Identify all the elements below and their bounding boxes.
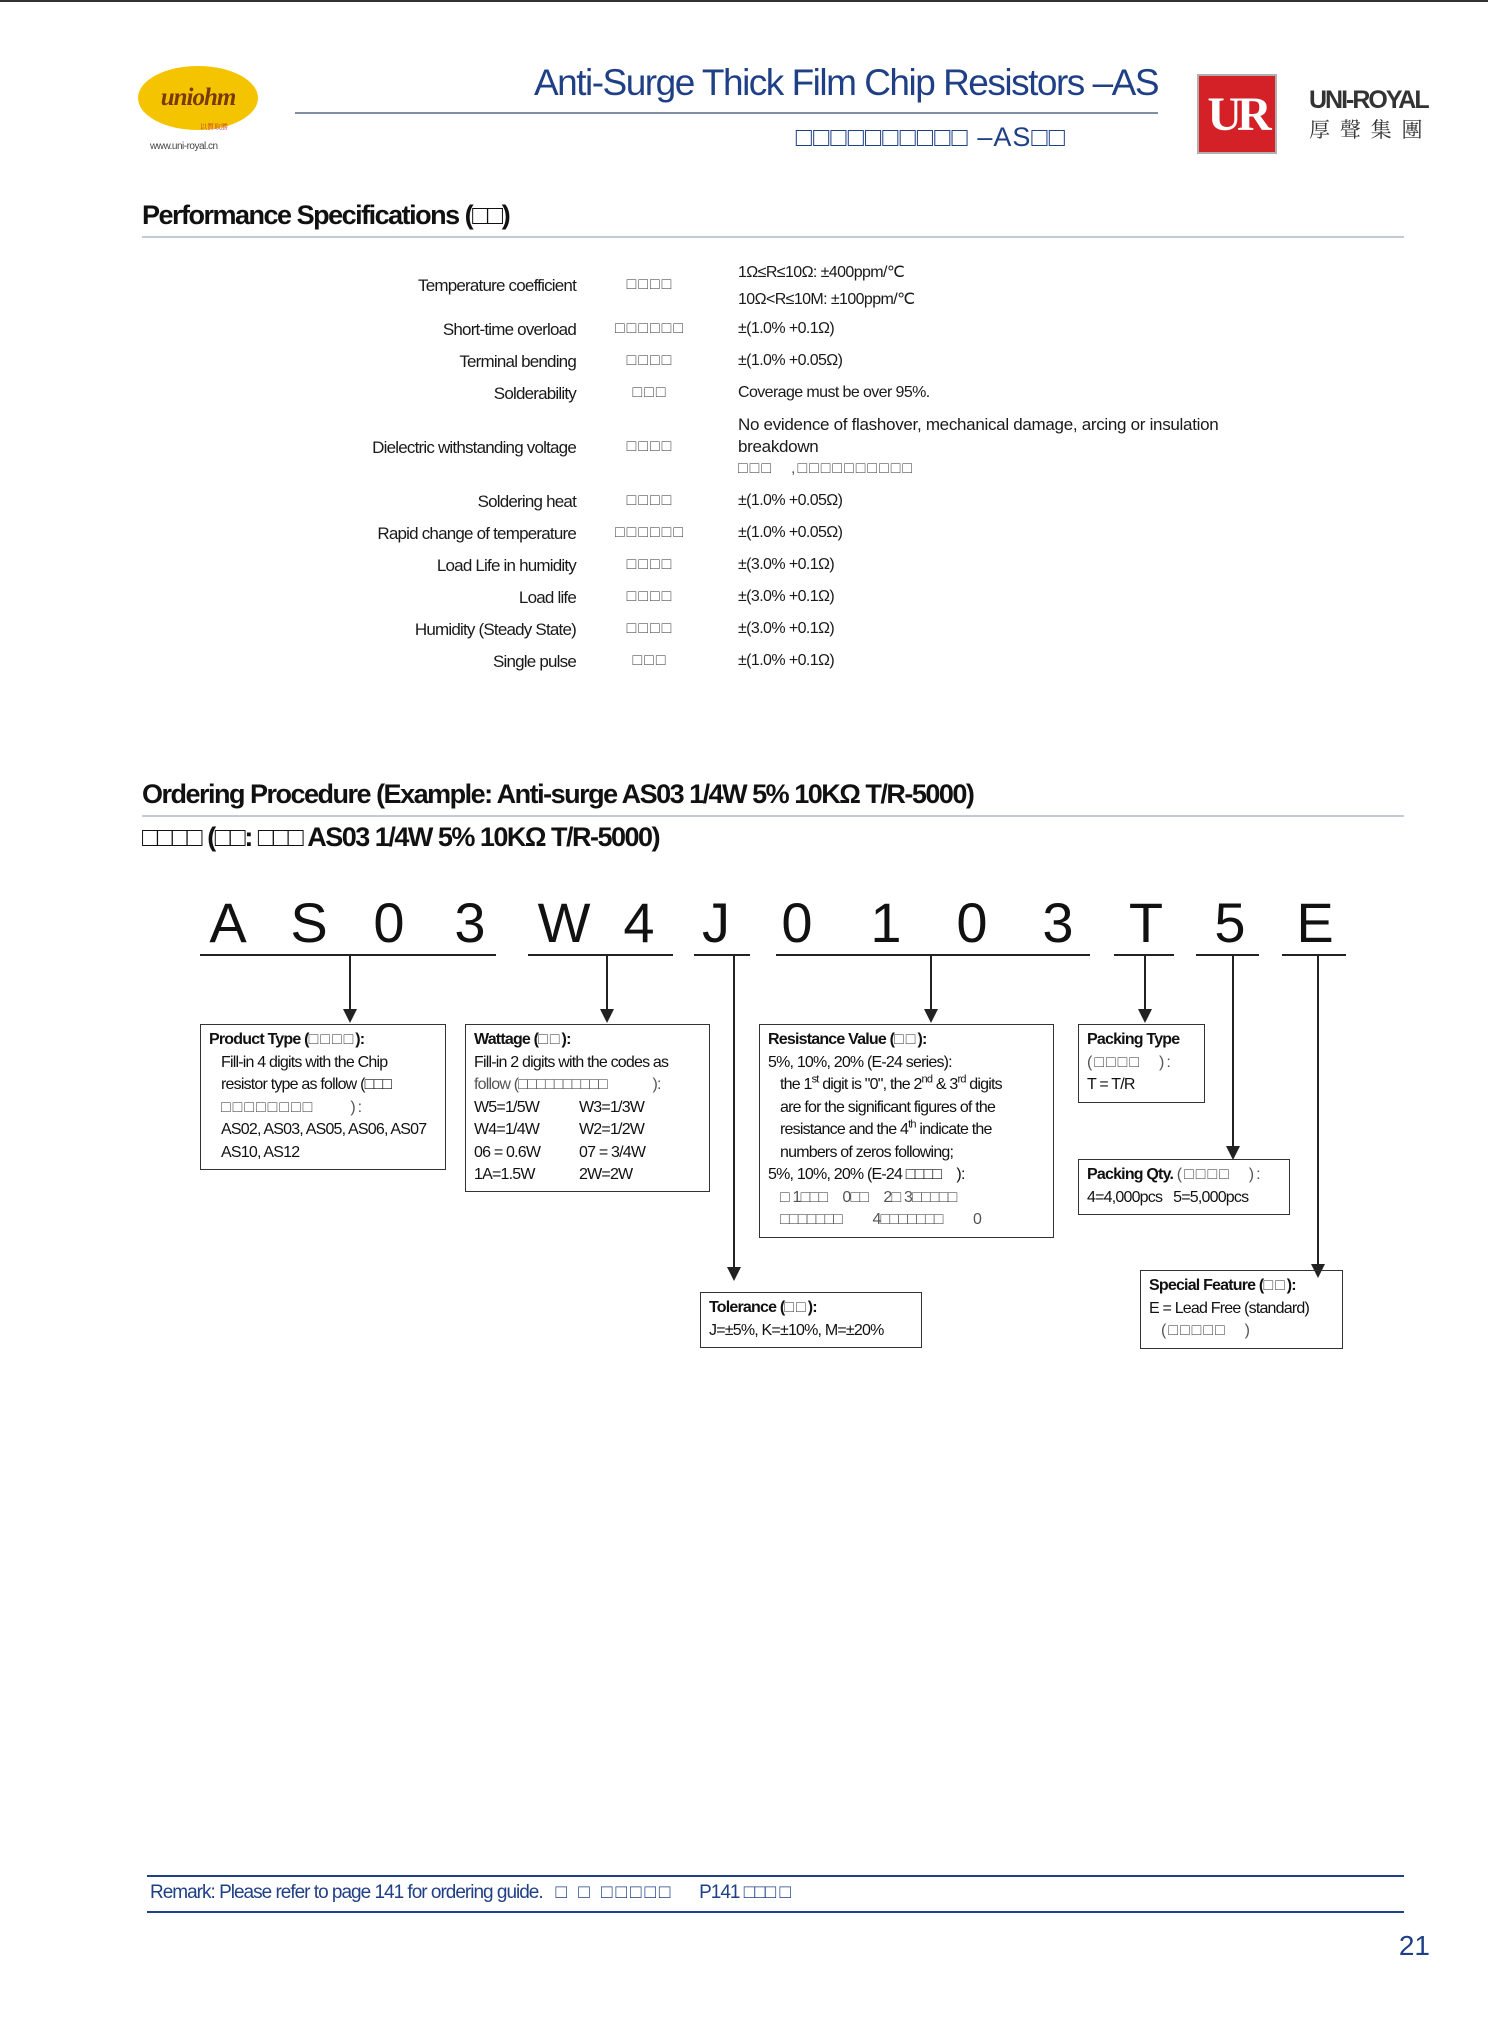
box-line: are for the significant figures of the — [780, 1098, 996, 1116]
box-line: resistance and the 4th indicate the — [780, 1118, 992, 1138]
spec-row-rapid-change — [0, 524, 1488, 548]
uniohm-logo: uniohm — [138, 66, 258, 130]
footer-divider-bottom — [147, 1911, 1404, 1913]
spec-label: Load Life in humidity — [436, 556, 576, 575]
box-title: Tolerance (□□): — [709, 1299, 817, 1316]
code-underline-product-type — [200, 954, 496, 956]
special-feature-box — [1140, 1270, 1343, 1349]
code-char: S — [290, 891, 328, 954]
spec-label-cn: □□□ — [632, 384, 668, 401]
spec-row-load-life — [0, 588, 1488, 612]
code-underline-wattage — [528, 954, 673, 956]
spec-label: Soldering heat — [477, 492, 576, 511]
box-line: Fill-in 2 digits with the codes as — [474, 1053, 669, 1071]
performance-section-title: Performance Specifications (□□) — [142, 200, 510, 230]
box-line: E = Lead Free (standard) — [1149, 1299, 1310, 1317]
spec-label-cn: □□□□□□ — [615, 320, 685, 337]
spec-label: Load life — [518, 588, 576, 607]
spec-label: Humidity (Steady State) — [414, 620, 576, 639]
ur-logo: UR — [1197, 74, 1277, 154]
spec-label: Single pulse — [492, 652, 576, 671]
box-line-cn: □ 1□□□ 0□□ 2□ 3□□□□□ — [780, 1188, 957, 1206]
box-line: 5%, 10%, 20% (E-24 □□□□ ): — [768, 1166, 965, 1183]
arrow-down-icon — [924, 1009, 938, 1023]
spec-label-cn: □□□ — [632, 652, 668, 669]
code-underline-tolerance — [694, 954, 750, 956]
box-line: resistor type as follow (□□□ — [221, 1076, 392, 1093]
box-title: Product Type (□□□□): — [209, 1031, 365, 1048]
spec-label-cn: □□□□ — [626, 620, 674, 637]
box-line: AS02, AS03, AS05, AS06, AS07 — [221, 1121, 427, 1138]
logo-website: www.uni-royal.cn — [150, 141, 218, 152]
spec-row-temperature — [0, 264, 1488, 308]
code-char: 3 — [454, 891, 486, 954]
code-char: W — [537, 891, 591, 954]
code-char: 3 — [1042, 891, 1074, 954]
box-title: Wattage (□□): — [474, 1031, 571, 1048]
arrow-down-icon — [600, 1009, 614, 1023]
tolerance-box — [700, 1292, 922, 1348]
box-title: Special Feature (□□): — [1149, 1277, 1296, 1294]
spec-value: 10Ω<R≤10M: ±100ppm/℃ — [738, 291, 915, 308]
logo-tagline: 以質取勝 — [200, 124, 228, 131]
resistance-value-box — [759, 1024, 1054, 1238]
spec-value: 1Ω≤R≤10Ω: ±400ppm/℃ — [738, 264, 905, 281]
spec-label-cn: □□□□ — [626, 556, 674, 573]
spec-row-short-time-overload — [0, 320, 1488, 344]
box-line-cn: □□□□□□□□ ): — [221, 1098, 365, 1116]
spec-label-cn: □□□□ — [626, 438, 674, 455]
header-divider — [295, 112, 1158, 114]
connector-line — [349, 955, 351, 1011]
box-line: the 1st digit is "0", the 2nd & 3rd digits — [780, 1073, 1002, 1093]
spec-value: ±(3.0% +0.1Ω) — [738, 620, 835, 637]
ordering-divider — [142, 815, 1404, 817]
code-char: 0 — [956, 891, 988, 954]
spec-row-single-pulse — [0, 652, 1488, 676]
spec-row-solderability — [0, 384, 1488, 408]
box-line: AS10, AS12 — [221, 1143, 300, 1161]
connector-line — [1232, 955, 1234, 1147]
spec-value — [738, 414, 1298, 480]
code-char: A — [209, 891, 247, 954]
box-title: Resistance Value (□□): — [768, 1031, 927, 1048]
code-char: 1 — [870, 891, 902, 954]
spec-row-terminal-bending — [0, 352, 1488, 376]
product-type-box — [200, 1024, 446, 1170]
spec-label-cn: □□□□□□ — [615, 524, 685, 541]
box-line: T = T/R — [1087, 1076, 1135, 1093]
spec-label-cn: □□□□ — [626, 352, 674, 369]
code-underline-special — [1282, 954, 1346, 956]
code-char: 5 — [1214, 891, 1246, 954]
spec-value-line-cn: □□□ ,□□□□□□□□□□ — [738, 460, 915, 477]
box-line-cn: (□□□□□ ) — [1161, 1322, 1252, 1339]
ordering-section-title-cn: □□□□ (□□: □□□ AS03 1/4W 5% 10KΩ T/R-5000) — [142, 822, 660, 852]
box-line: J=±5%, K=±10%, M=±20% — [709, 1321, 884, 1339]
spec-row-dielectric — [0, 415, 1488, 477]
page-subtitle-cn: □□□□□□□□□□ –AS□□ — [795, 122, 1066, 152]
arrow-down-icon — [1226, 1146, 1240, 1160]
spec-label: Rapid change of temperature — [377, 524, 576, 543]
arrow-down-icon — [1138, 1009, 1152, 1023]
spec-value: ±(1.0% +0.05Ω) — [738, 352, 843, 369]
spec-label: Dielectric withstanding voltage — [372, 438, 576, 457]
page-title: Anti-Surge Thick Film Chip Resistors –AS — [533, 62, 1158, 103]
spec-value: ±(3.0% +0.1Ω) — [738, 556, 835, 573]
box-title-cn: (□□□□ ): — [1087, 1053, 1173, 1071]
performance-divider — [142, 236, 1404, 238]
arrow-down-icon — [343, 1009, 357, 1023]
wattage-row: W4=1/4W W2=1/2W — [474, 1121, 645, 1138]
footer-divider-top — [147, 1875, 1404, 1877]
brand-name-cn: 厚 聲 集 團 — [1309, 119, 1425, 142]
footer-remark: Remark: Please refer to page 141 for ordering guide. □ □ □□□□□ P141 □□□ □ — [150, 1882, 790, 1903]
box-line-cn: □□□□□□□ 4□□□□□□□ 0 — [780, 1211, 982, 1228]
box-title: Packing Type — [1087, 1031, 1180, 1048]
code-char: 0 — [781, 891, 813, 954]
wattage-row: W5=1/5W W3=1/3W — [474, 1098, 645, 1116]
spec-row-soldering-heat — [0, 492, 1488, 516]
box-title: Packing Qty. (□□□□ ): — [1087, 1166, 1263, 1183]
spec-value-line: No evidence of flashover, mechanical damage, arcing or insulation breakdown — [738, 415, 1219, 456]
spec-row-load-life-humidity — [0, 556, 1488, 580]
connector-line — [733, 955, 735, 1268]
spec-value: ±(3.0% +0.1Ω) — [738, 588, 835, 605]
code-char: E — [1296, 891, 1334, 954]
box-line: 5%, 10%, 20% (E-24 series): — [768, 1053, 952, 1071]
spec-label-cn: □□□□ — [626, 276, 674, 293]
wattage-row: 06 = 0.6W 07 = 3/4W — [474, 1143, 646, 1161]
spec-label: Terminal bending — [459, 352, 576, 371]
spec-label-cn: □□□□ — [626, 492, 674, 509]
code-underline-resistance — [776, 954, 1090, 956]
packing-type-box — [1078, 1024, 1205, 1103]
code-char: T — [1128, 891, 1164, 954]
arrow-down-icon — [727, 1267, 741, 1281]
brand-name: UNI-ROYAL — [1309, 86, 1428, 114]
code-char: 4 — [623, 891, 655, 954]
spec-row-humidity — [0, 620, 1488, 644]
code-char: 0 — [373, 891, 405, 954]
box-line-cn: follow (□□□□□□□□□□ ): — [474, 1076, 661, 1093]
spec-label: Short-time overload — [442, 320, 576, 339]
packing-qty-box — [1078, 1159, 1290, 1215]
page-number: 21 — [1398, 1930, 1430, 1961]
box-line: Fill-in 4 digits with the Chip — [221, 1053, 388, 1071]
spec-value: ±(1.0% +0.05Ω) — [738, 524, 843, 541]
spec-value: Coverage must be over 95%. — [738, 384, 930, 401]
connector-line — [606, 955, 608, 1011]
code-char: J — [702, 891, 730, 954]
wattage-row: 1A=1.5W 2W=2W — [474, 1166, 633, 1183]
spec-label-cn: □□□□ — [626, 588, 674, 605]
connector-line — [1317, 955, 1319, 1265]
connector-line — [1144, 955, 1146, 1011]
ordering-section-title: Ordering Procedure (Example: Anti-surge AS03 1/4W 5% 10KΩ T/R-5000) — [142, 779, 974, 809]
connector-line — [930, 955, 932, 1011]
spec-value: ±(1.0% +0.1Ω) — [738, 652, 835, 669]
spec-value: ±(1.0% +0.05Ω) — [738, 492, 843, 509]
spec-label: Temperature coefficient — [418, 276, 576, 295]
box-line: 4=4,000pcs 5=5,000pcs — [1087, 1188, 1249, 1206]
top-border — [0, 0, 1488, 2]
spec-value: ±(1.0% +0.1Ω) — [738, 320, 835, 337]
box-line: numbers of zeros following; — [780, 1143, 954, 1161]
spec-label: Solderability — [493, 384, 576, 403]
wattage-box — [465, 1024, 710, 1192]
code-underline-packing-qty — [1196, 954, 1259, 956]
